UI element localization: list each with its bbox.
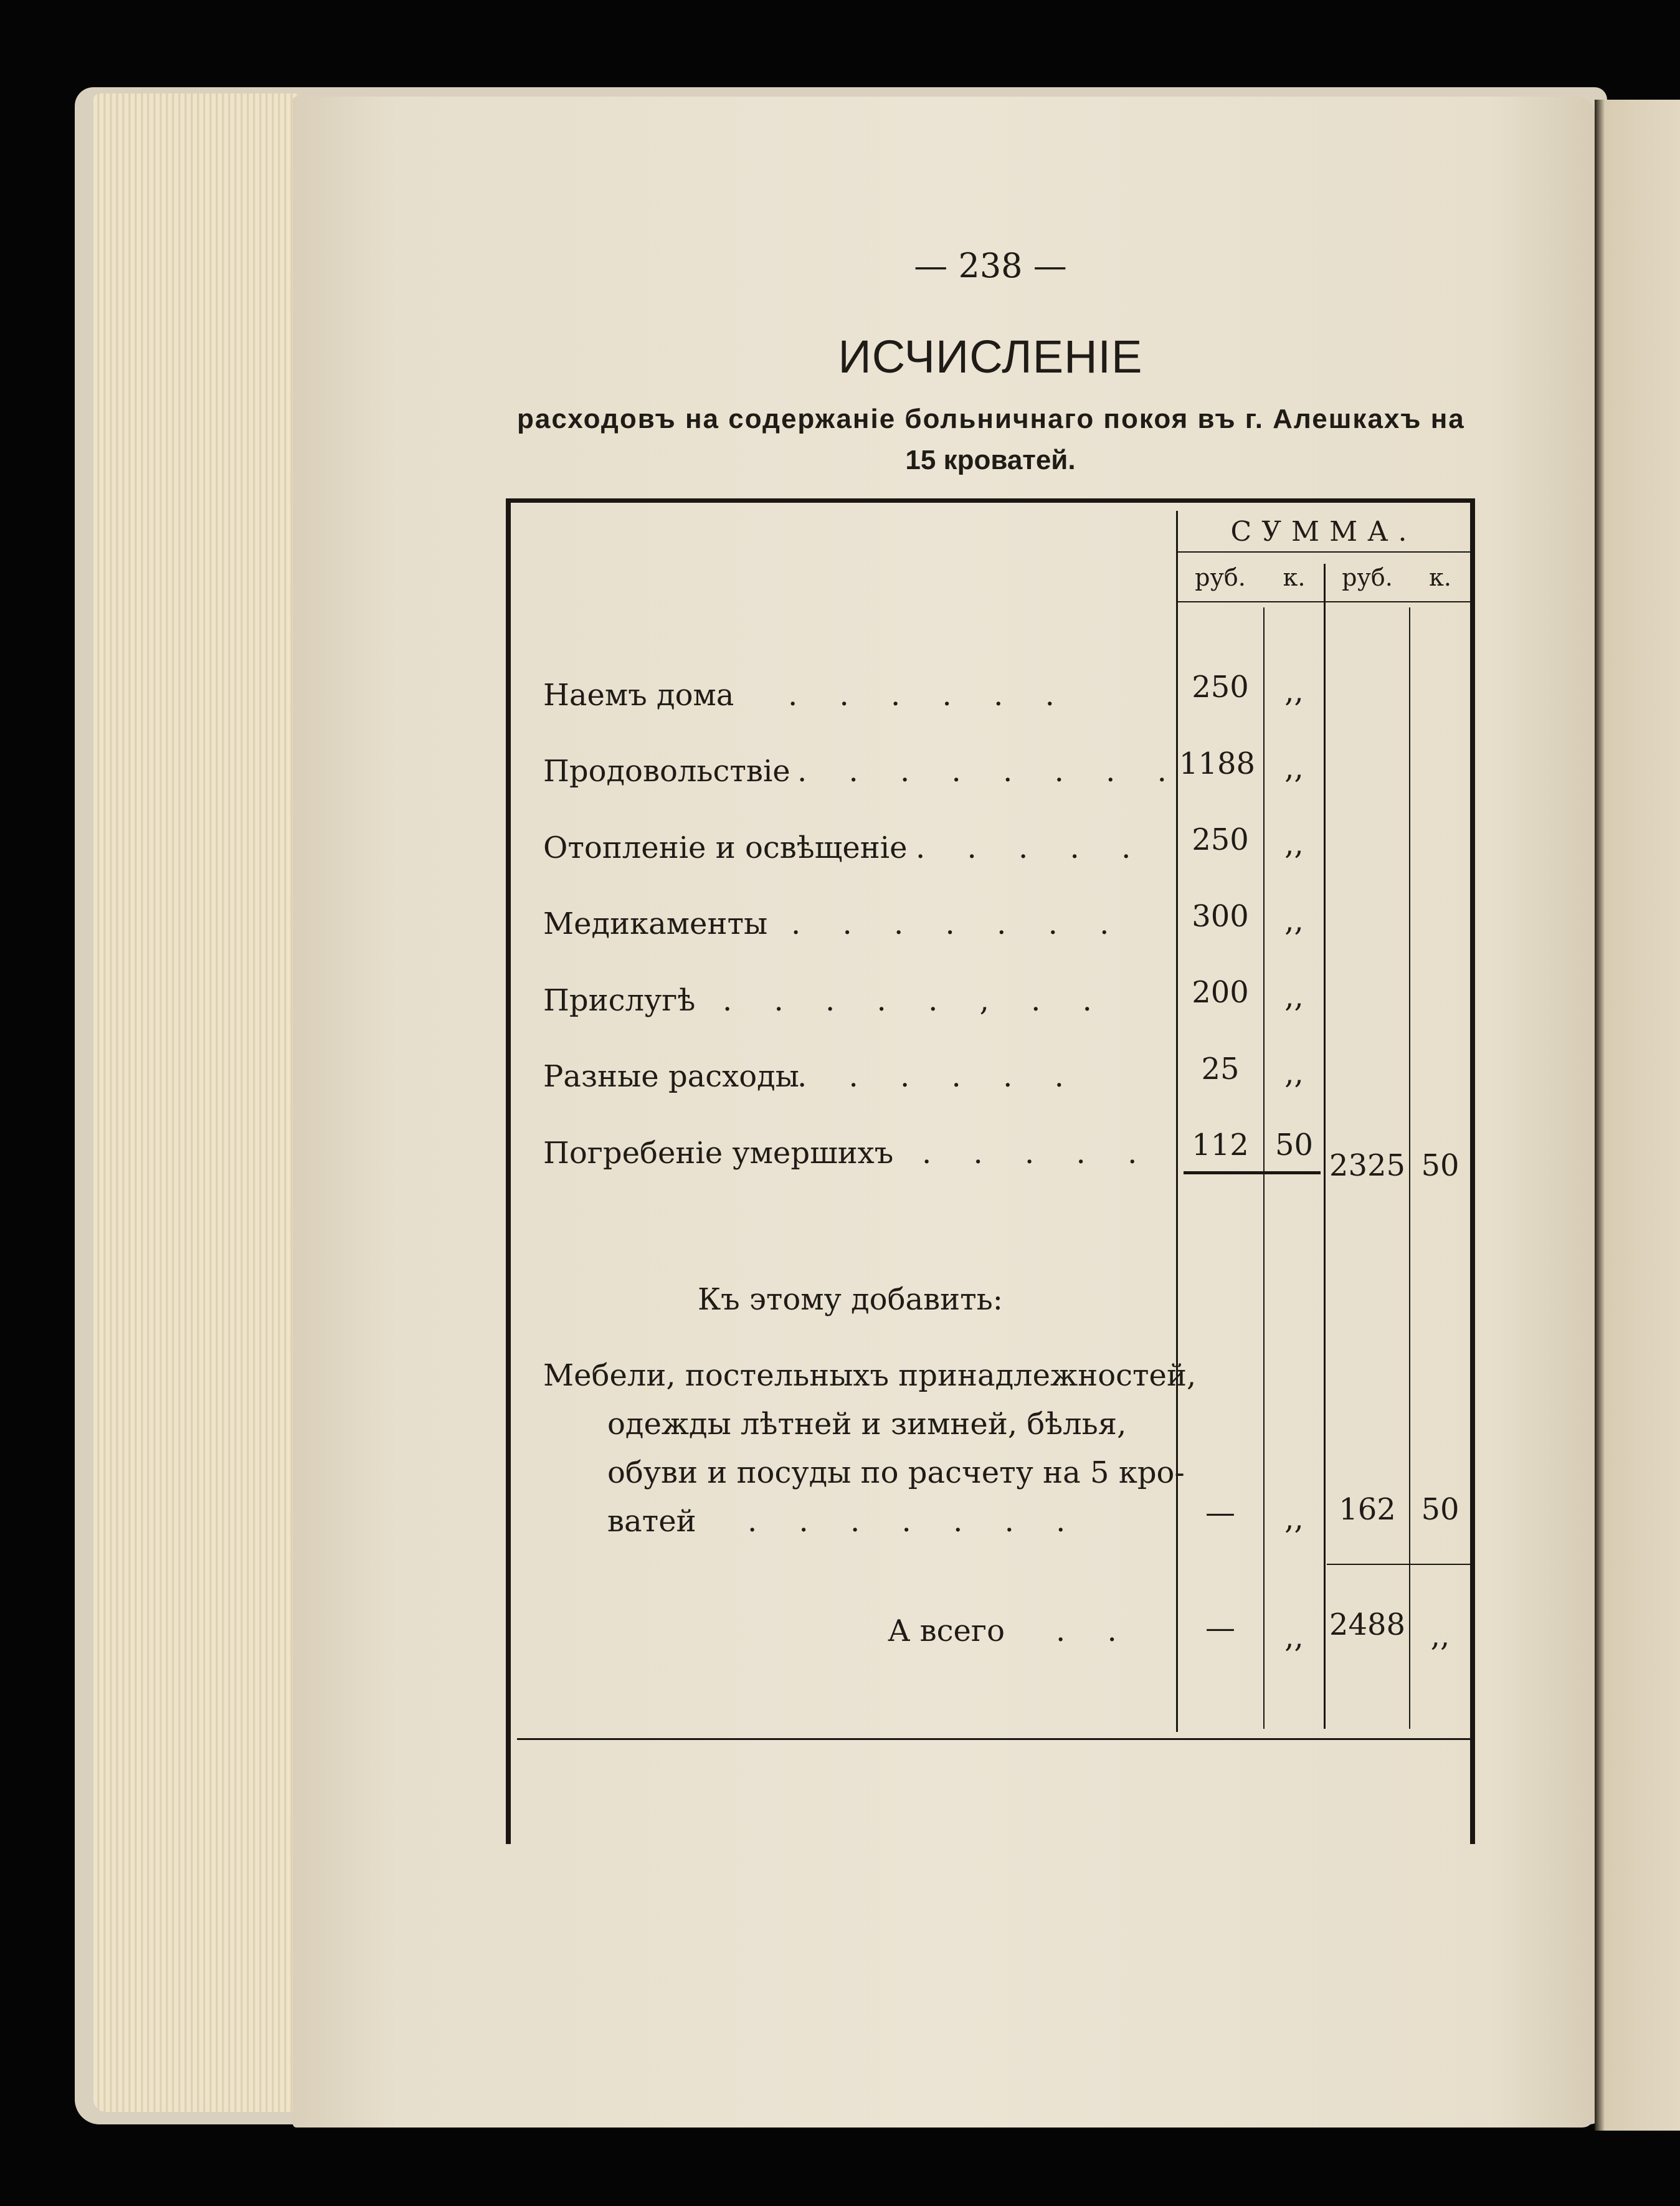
page-edges xyxy=(93,93,299,2112)
row-label: Погребеніе умершихъ xyxy=(543,1136,894,1171)
next-page-edge xyxy=(1595,100,1680,2131)
row-label: Отопленіе и освѣщеніе xyxy=(543,830,908,865)
grand-total-kop: ,, xyxy=(1430,1619,1450,1653)
subtotal-rub: 2325 xyxy=(1329,1148,1406,1183)
row-kop: 50 xyxy=(1274,1128,1314,1162)
row-rub: 1188 xyxy=(1179,746,1256,781)
row-dots: . . . . . xyxy=(922,1136,1154,1171)
row-rub: 112 xyxy=(1192,1128,1249,1162)
row-kop: ,, xyxy=(1284,979,1304,1014)
document-title: ИСЧИСЛЕНІЕ xyxy=(838,331,1143,383)
row-label: Прислугѣ xyxy=(543,983,696,1018)
row-kop: ,, xyxy=(1284,1056,1304,1091)
subtitle-line-1: расходовъ на содержаніе больничнаго покоя въ г. Алешкахъ на xyxy=(517,404,1465,434)
row-dots: . . . . . , . . xyxy=(723,983,1108,1018)
table-left-rule xyxy=(506,498,511,1844)
add-heading: Къ этому добавить: xyxy=(698,1282,1003,1317)
page xyxy=(293,97,1595,2128)
grand-rub: — xyxy=(1205,1610,1235,1645)
header-rub-1: руб. xyxy=(1195,564,1246,591)
row-label: Разные расходы xyxy=(543,1059,799,1094)
row-rub: 300 xyxy=(1192,899,1249,934)
column-divider xyxy=(1324,564,1326,1729)
subtotal-underline xyxy=(1274,1171,1317,1174)
row-rub: 250 xyxy=(1192,670,1249,705)
row-label: Продовольствіе xyxy=(543,754,790,789)
row-rub: 250 xyxy=(1192,822,1249,857)
row-kop: ,, xyxy=(1284,903,1304,938)
furniture-total-rub: 162 xyxy=(1339,1492,1396,1527)
furniture-kop: ,, xyxy=(1284,1501,1304,1536)
row-dots: . . . . . . . . xyxy=(797,754,1183,789)
row-kop: ,, xyxy=(1284,751,1304,786)
header-kop-2: к. xyxy=(1429,564,1451,591)
grand-total-rub: 2488 xyxy=(1329,1607,1406,1642)
header-rub-2: руб. xyxy=(1342,564,1393,591)
row-rub: 25 xyxy=(1201,1052,1240,1086)
page-number: — 238 — xyxy=(914,246,1067,285)
grand-total-label: А всего xyxy=(888,1614,1005,1648)
grand-kop: ,, xyxy=(1284,1620,1304,1655)
row-dots: . . . . . xyxy=(916,830,1147,865)
header-summa: СУММА. xyxy=(1230,516,1417,548)
header-kop-1: к. xyxy=(1283,564,1306,591)
table-right-rule xyxy=(1470,498,1475,1844)
row-kop: ,, xyxy=(1284,827,1304,862)
row-dots: . . . . . . xyxy=(788,678,1071,713)
row-dots: . . . . . . . xyxy=(791,906,1126,941)
table-top-rule xyxy=(506,498,1475,503)
row-label: Медикаменты xyxy=(543,906,768,941)
sum-rule xyxy=(1327,1564,1470,1565)
furniture-total-kop: 50 xyxy=(1421,1492,1459,1527)
subtotal-kop: 50 xyxy=(1421,1148,1459,1183)
subtitle-line-2: 15 кроватей. xyxy=(905,445,1076,475)
row-kop: ,, xyxy=(1284,674,1304,709)
furniture-rub: — xyxy=(1205,1495,1235,1530)
row-label: Наемъ дома xyxy=(543,678,734,713)
grand-total-dots: . . xyxy=(1056,1614,1133,1648)
furniture-line-1: Мебели, постельныхъ принадлежностей, xyxy=(543,1358,1197,1393)
furniture-line-3: обуви и посуды по расчету на 5 кро- xyxy=(607,1455,1185,1490)
row-rub: 200 xyxy=(1192,975,1249,1010)
header-rule xyxy=(1177,551,1470,553)
furniture-dots: . . . . . . . xyxy=(747,1504,1082,1539)
row-dots: . . . . . . xyxy=(797,1059,1080,1094)
furniture-line-4: ватей xyxy=(607,1504,696,1539)
furniture-line-2: одежды лѣтней и зимней, бѣлья, xyxy=(607,1407,1127,1442)
table-bottom-rule xyxy=(517,1738,1470,1740)
header-rule xyxy=(1177,601,1470,602)
